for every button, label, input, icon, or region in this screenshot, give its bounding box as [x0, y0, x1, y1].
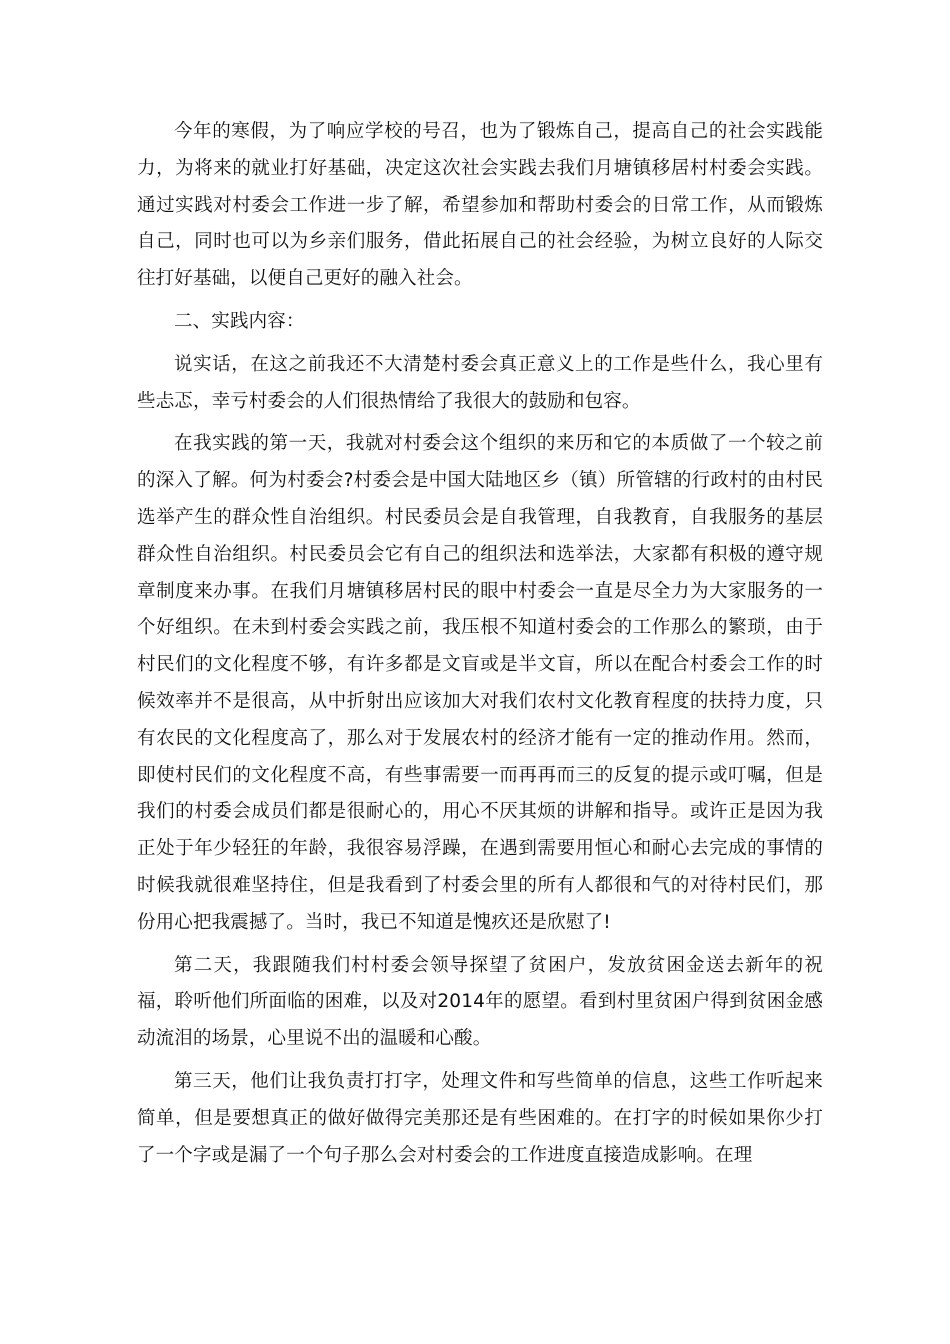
paragraph-day-three: 第三天，他们让我负责打打字，处理文件和写些简单的信息，这些工作听起来简单，但是要想真正的做好做得完美那还是有些困难的。在打字的时候如果你少打了一个字或是漏了一个句子那么会对村委会的工作进度直接造成影响。在理: [137, 1070, 823, 1166]
document-body: [137, 114, 823, 1180]
paragraph-honestly: 说实话，在这之前我还不大清楚村委会真正意义上的工作是些什么，我心里有些忐忑，幸亏村委会的人们很热情给了我很大的鼓励和包容。: [137, 353, 823, 412]
paragraph-day-one: 在我实践的第一天，我就对村委会这个组织的来历和它的本质做了一个较之前的深入了解。何为村委会?村委会是中国大陆地区乡（镇）所管辖的行政村的由村民选举产生的群众性自治组织。村民委员会是自我管理，自我教育，自我服务的基层群众性自治组织。村民委员会它有自己的组织法和选举法，大家都有积极的遵守规章制度来办事。在我们月塘镇移居村民的眼中村委会一直是尽全力为大家服务的一个好组织。在未到村委会实践之前，我压根不知道村委会的工作那么的繁琐，由于村民们的文化程度不够，有许多都是文盲或是半文盲，所以在配合村委会工作的时候效率并不是很高，从中折射出应该加大对我们农村文化教育程度的扶持力度，只有农民的文化程度高了，那么对于发展农村的经济才能有一定的推动作用。然而，即使村民们的文化程度不高，有些事需要一而再再而三的反复的提示或叮嘱，但是我们的村委会成员们都是很耐心的，用心不厌其烦的讲解和指导。或许正是因为我正处于年少轻狂的年龄，我很容易浮躁，在遇到需要用恒心和耐心去完成的事情的时候我就很难坚持住，但是我看到了村委会里的所有人都很和气的对待村民们，那份用心把我震撼了。当时，我已不知道是愧疚还是欣慰了!: [137, 433, 823, 933]
paragraph-day-two: 第二天，我跟随我们村村委会领导探望了贫困户，发放贫困金送去新年的祝福，聆听他们所面临的困难，以及对2014年的愿望。看到村里贫困户得到贫困金感动流泪的场景，心里说不出的温暖和心酸。: [137, 954, 823, 1050]
section-heading-practice-content: 二、实践内容：: [174, 310, 305, 332]
paragraph-intro: 今年的寒假，为了响应学校的号召，也为了锻炼自己，提高自己的社会实践能力，为将来的就业打好基础，决定这次社会实践去我们月塘镇移居村村委会实践。通过实践对村委会工作进一步了解，希望参加和帮助村委会的日常工作，从而锻炼自己，同时也可以为乡亲们服务，借此拓展自己的社会经验，为树立良好的人际交往打好基础，以便自己更好的融入社会。: [137, 121, 823, 290]
